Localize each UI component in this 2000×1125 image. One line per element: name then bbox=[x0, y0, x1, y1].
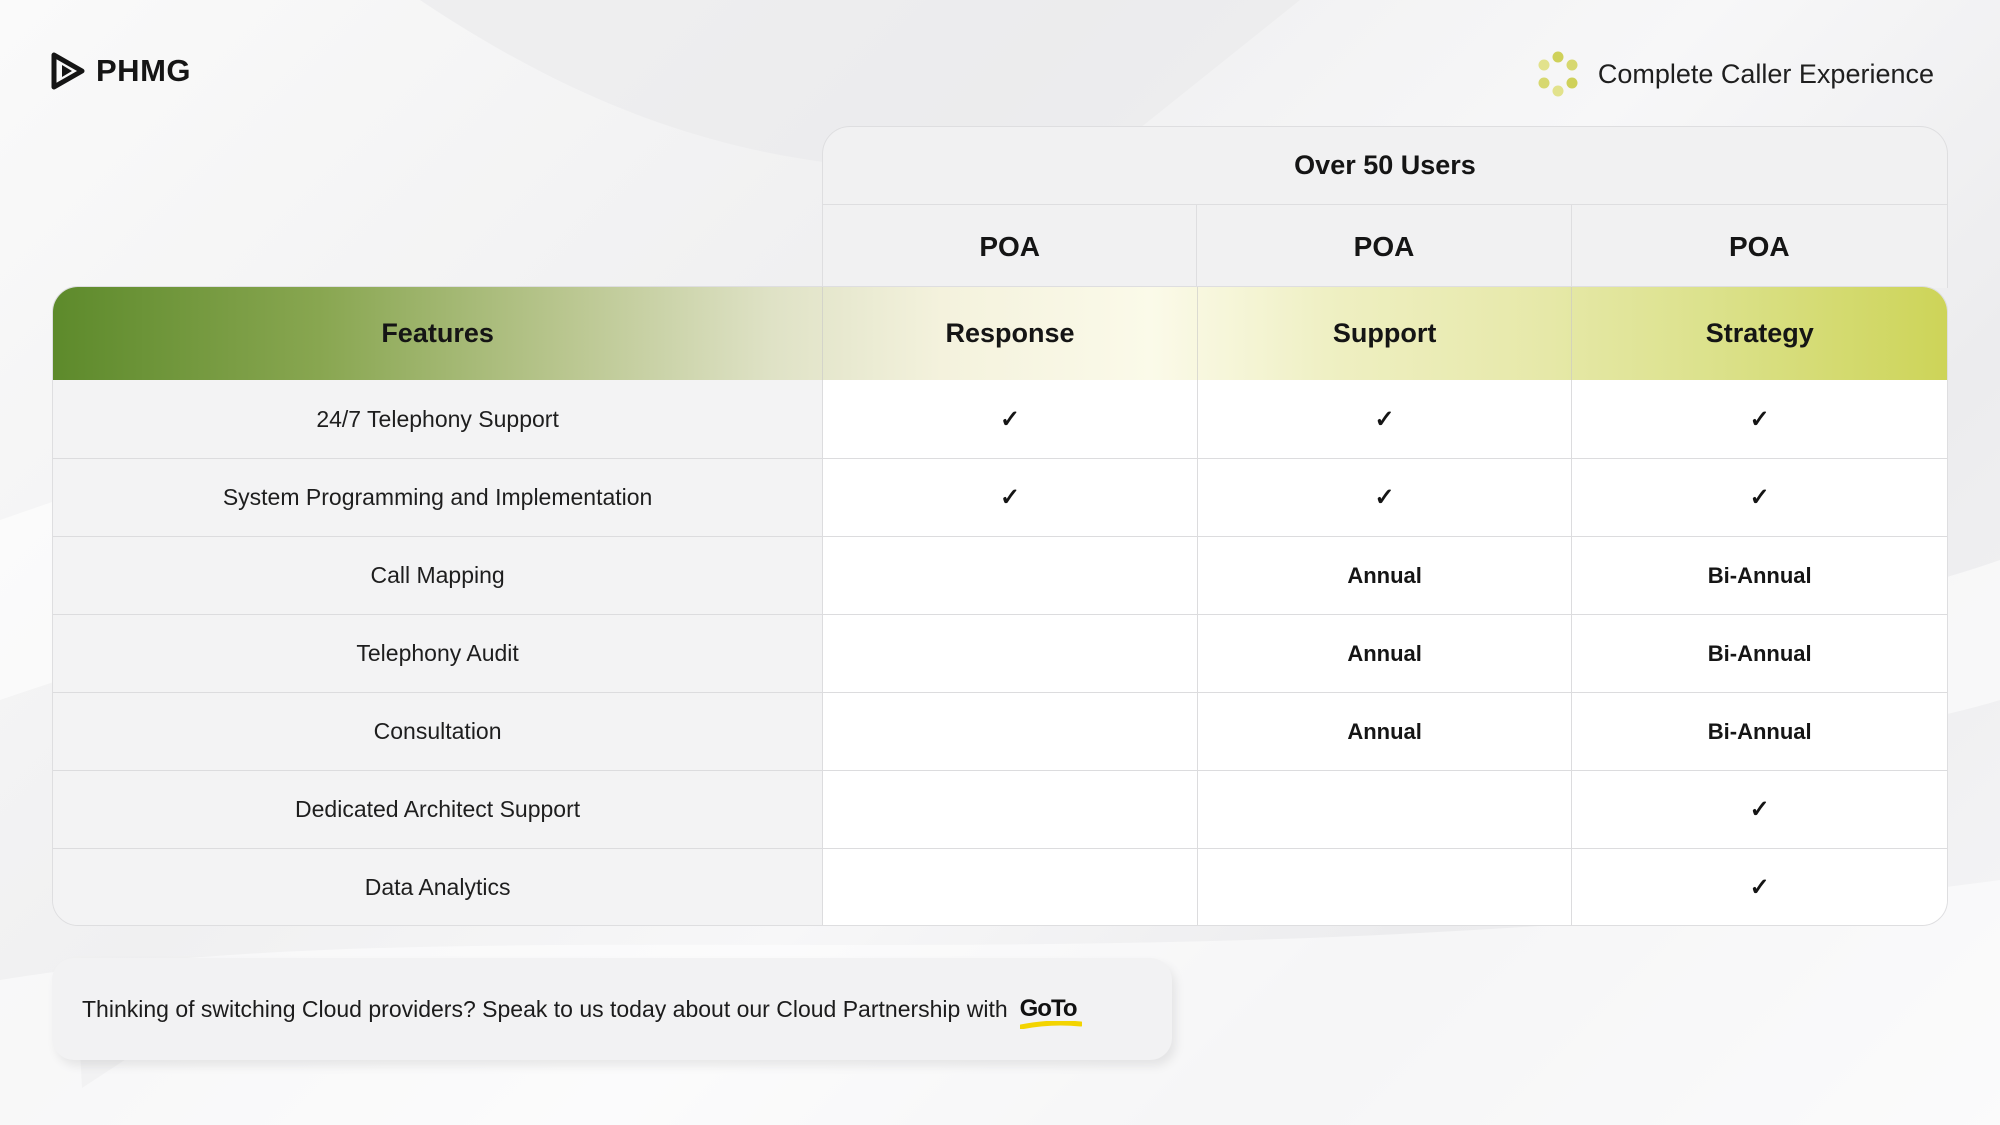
check-icon: ✓ bbox=[1571, 459, 1947, 536]
value-cell: Annual bbox=[1197, 615, 1572, 692]
value-cell: Annual bbox=[1197, 537, 1572, 614]
tagline-text: Complete Caller Experience bbox=[1597, 58, 1934, 89]
value-cell bbox=[822, 615, 1197, 692]
header-response: Response bbox=[822, 287, 1197, 380]
price-strategy: POA bbox=[1728, 231, 1790, 262]
comparison-table bbox=[52, 286, 1948, 926]
feature-label: 24/7 Telephony Support bbox=[53, 380, 822, 458]
table-row bbox=[53, 692, 1947, 770]
callout-text: Thinking of switching Cloud providers? Speak to us today about our Cloud Partnership with bbox=[82, 995, 1008, 1022]
table-header bbox=[53, 287, 1947, 380]
value-cell bbox=[822, 849, 1197, 926]
table-row bbox=[53, 770, 1947, 848]
table-row bbox=[53, 536, 1947, 614]
check-icon: ✓ bbox=[822, 459, 1197, 536]
value-cell bbox=[822, 537, 1197, 614]
goto-logo bbox=[1020, 995, 1077, 1023]
cloud-partnership-callout bbox=[52, 958, 1172, 1060]
header-strategy: Strategy bbox=[1571, 287, 1947, 380]
header-features: Features bbox=[381, 318, 494, 348]
feature-label: Telephony Audit bbox=[53, 615, 822, 692]
check-icon: ✓ bbox=[1571, 849, 1947, 926]
brand-name: PHMG bbox=[96, 53, 191, 88]
table-row bbox=[53, 458, 1947, 536]
plan-pricing-header bbox=[822, 126, 1948, 288]
value-cell: Bi-Annual bbox=[1571, 615, 1947, 692]
goto-underline-icon bbox=[1020, 1021, 1082, 1029]
pricing-row bbox=[823, 205, 1947, 288]
price-support: POA bbox=[1197, 205, 1571, 288]
check-icon: ✓ bbox=[1571, 771, 1947, 848]
value-cell bbox=[1197, 849, 1572, 926]
feature-label: Consultation bbox=[53, 693, 822, 770]
value-cell: Bi-Annual bbox=[1571, 537, 1947, 614]
feature-label: Data Analytics bbox=[53, 849, 822, 926]
table-body bbox=[53, 380, 1947, 926]
check-icon: ✓ bbox=[1571, 380, 1947, 458]
brand-logo bbox=[50, 52, 191, 90]
play-logo-icon bbox=[50, 52, 86, 90]
check-icon: ✓ bbox=[1197, 459, 1572, 536]
check-icon: ✓ bbox=[822, 380, 1197, 458]
table-row bbox=[53, 848, 1947, 926]
feature-label: Dedicated Architect Support bbox=[53, 771, 822, 848]
flower-burst-icon bbox=[1532, 48, 1584, 100]
value-cell: Annual bbox=[1197, 693, 1572, 770]
tagline bbox=[1532, 48, 1934, 100]
value-cell bbox=[1197, 771, 1572, 848]
price-response: POA bbox=[823, 205, 1197, 288]
feature-label: Call Mapping bbox=[53, 537, 822, 614]
value-cell bbox=[822, 771, 1197, 848]
value-cell: Bi-Annual bbox=[1571, 693, 1947, 770]
header-support: Support bbox=[1197, 287, 1572, 380]
check-icon: ✓ bbox=[1197, 380, 1572, 458]
goto-logo-text: GoTo bbox=[1019, 995, 1077, 1022]
user-tier-title: Over 50 Users bbox=[823, 127, 1947, 205]
table-row bbox=[53, 380, 1947, 458]
feature-label: System Programming and Implementation bbox=[53, 459, 822, 536]
table-row bbox=[53, 614, 1947, 692]
value-cell bbox=[822, 693, 1197, 770]
